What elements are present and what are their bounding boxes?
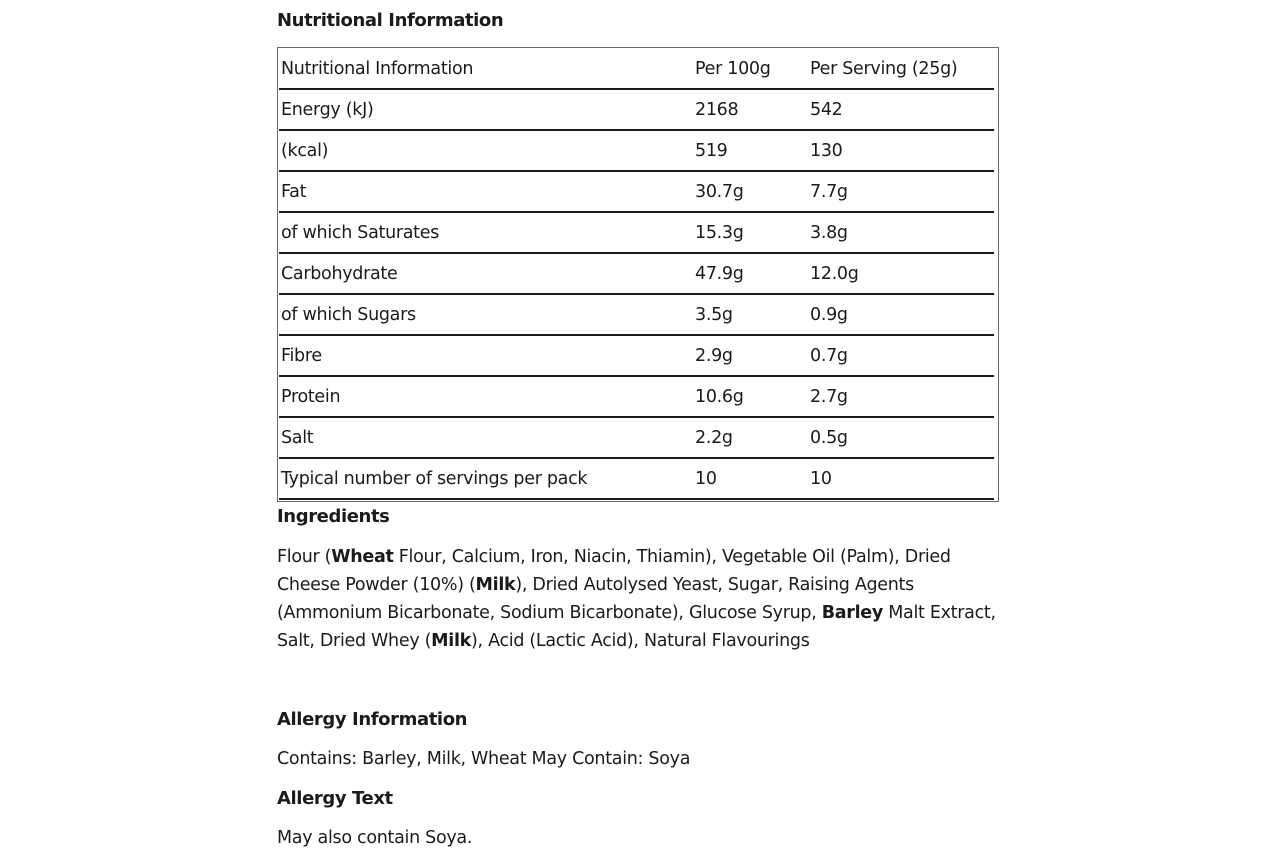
ingredients-text [277, 543, 997, 655]
value-per-serving: 130 [808, 131, 994, 172]
column-header-per-100g: Per 100g [693, 49, 808, 90]
allergy-text-content: May also contain Soya. [277, 828, 473, 848]
value-per-serving: 542 [808, 90, 994, 131]
ingredients-heading: Ingredients [277, 506, 390, 527]
nutrition-table [277, 47, 999, 502]
value-per-serving: 0.5g [808, 418, 994, 459]
nutrient-name: of which Sugars [279, 295, 693, 336]
nutrient-name: of which Saturates [279, 213, 693, 254]
column-header-per-serving: Per Serving (25g) [808, 49, 994, 90]
ingredients-fragment: Flour, Calcium, Iron, Niacin, Thiamin), Vegetable Oil (Palm), Dried Cheese Powder (10%) ( [277, 547, 951, 595]
value-per-100g: 10 [693, 459, 808, 500]
allergy-text-heading: Allergy Text [277, 788, 393, 809]
table-header-row [279, 49, 997, 90]
table-row [279, 295, 997, 336]
value-per-serving: 10 [808, 459, 994, 500]
ingredients-fragment: ), Dried Autolysed Yeast, Sugar, Raising Agents (Ammonium Bicarbonate, Sodium Bicarbonate), Glucose Syrup, [277, 575, 914, 623]
value-per-serving: 2.7g [808, 377, 994, 418]
allergen-highlight: Barley [821, 603, 883, 623]
value-per-100g: 2.2g [693, 418, 808, 459]
nutrient-name: Fat [279, 172, 693, 213]
table-row [279, 172, 997, 213]
allergy-information-heading: Allergy Information [277, 709, 468, 730]
allergen-highlight: Wheat [331, 547, 394, 567]
ingredients-fragment: ), Acid (Lactic Acid), Natural Flavourings [471, 631, 810, 651]
nutrition-heading: Nutritional Information [277, 10, 504, 31]
allergen-highlight: Milk [431, 631, 472, 651]
value-per-serving: 3.8g [808, 213, 994, 254]
value-per-serving: 12.0g [808, 254, 994, 295]
table-row [279, 377, 997, 418]
value-per-100g: 10.6g [693, 377, 808, 418]
value-per-100g: 2168 [693, 90, 808, 131]
value-per-100g: 15.3g [693, 213, 808, 254]
ingredients-fragment: Malt Extract, Salt, Dried Whey ( [277, 603, 996, 651]
nutrient-name: Salt [279, 418, 693, 459]
nutrient-name: Typical number of servings per pack [279, 459, 693, 500]
column-header-nutrient: Nutritional Information [279, 49, 693, 90]
value-per-100g: 519 [693, 131, 808, 172]
value-per-100g: 3.5g [693, 295, 808, 336]
table-row [279, 336, 997, 377]
ingredients-fragment: Flour ( [277, 547, 332, 567]
allergen-highlight: Milk [475, 575, 516, 595]
value-per-serving: 0.7g [808, 336, 994, 377]
nutrient-name: (kcal) [279, 131, 693, 172]
nutrient-name: Fibre [279, 336, 693, 377]
value-per-100g: 47.9g [693, 254, 808, 295]
table-row [279, 213, 997, 254]
table-row [279, 418, 997, 459]
table-row [279, 459, 997, 500]
value-per-serving: 7.7g [808, 172, 994, 213]
nutrient-name: Protein [279, 377, 693, 418]
value-per-serving: 0.9g [808, 295, 994, 336]
table-row [279, 131, 997, 172]
value-per-100g: 30.7g [693, 172, 808, 213]
table-row [279, 254, 997, 295]
nutrient-name: Carbohydrate [279, 254, 693, 295]
allergy-information-text: Contains: Barley, Milk, Wheat May Contain: Soya [277, 749, 691, 769]
value-per-100g: 2.9g [693, 336, 808, 377]
nutrient-name: Energy (kJ) [279, 90, 693, 131]
table-row [279, 90, 997, 131]
